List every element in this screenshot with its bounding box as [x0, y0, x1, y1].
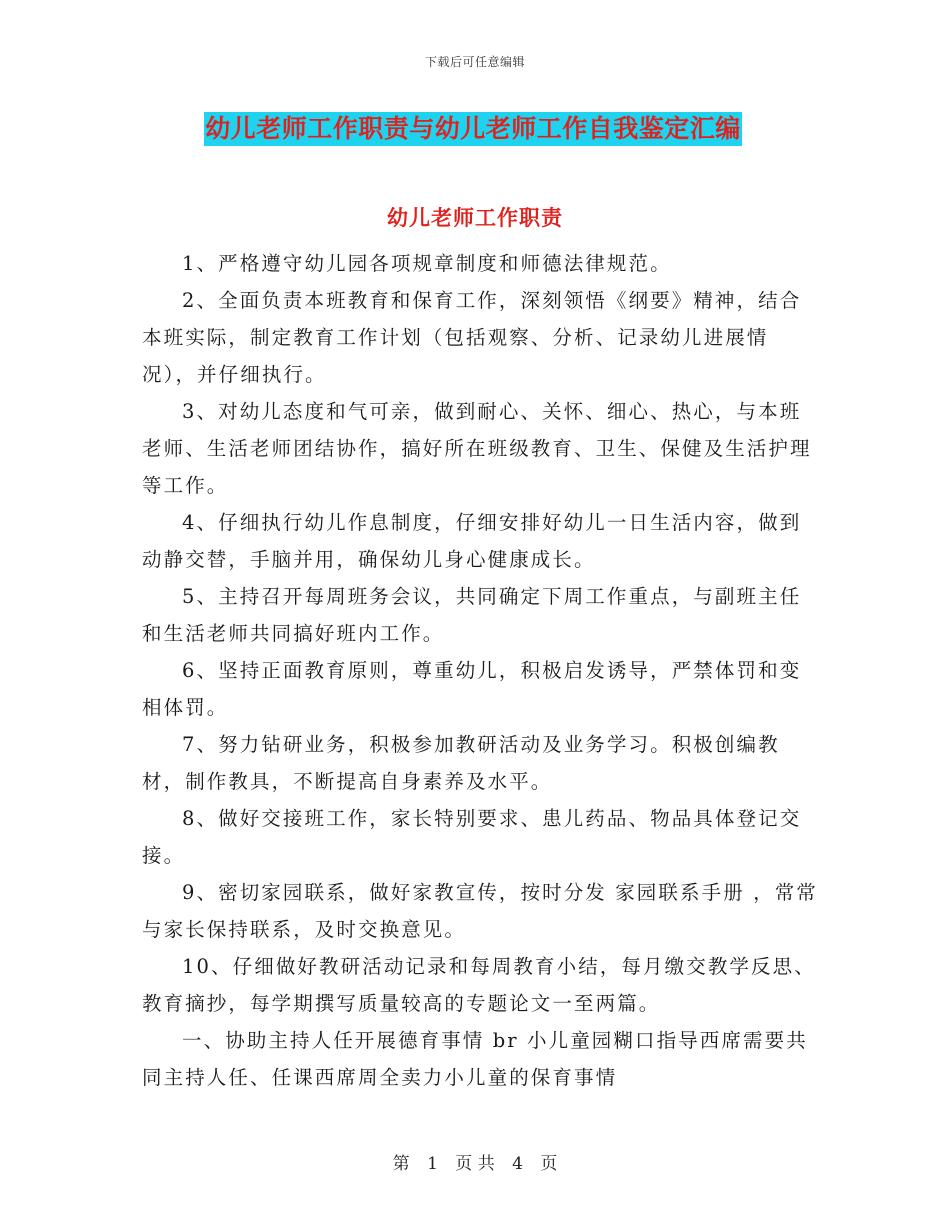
footer-total-pages: 4 [512, 1154, 523, 1174]
paragraph: 8、做好交接班工作，家长特别要求、患儿药品、物品具体登记交接。 [142, 807, 802, 867]
footer-middle: 页 共 [455, 1154, 495, 1174]
footer-suffix: 页 [540, 1154, 558, 1174]
paragraph: 10、仔细做好教研活动记录和每周教育小结，每月缴交教学反思、教育摘抄，每学期撰写质量较高的专题论文一至两篇。 [142, 955, 816, 1015]
header-note: 下载后可任意编辑 [424, 55, 525, 69]
paragraph: 4、仔细执行幼儿作息制度，仔细安排好幼儿一日生活内容，做到动静交替，手脑并用，确保幼儿身心健康成长。 [142, 511, 802, 571]
paragraph: 一、协助主持人任开展德育事情 br 小儿童园糊口指导西席需要共同主持人任、任课西席周全卖力小儿童的保育事情 [142, 1029, 808, 1089]
footer-prefix: 第 [392, 1154, 410, 1174]
document-body [142, 245, 822, 1096]
paragraph: 9、密切家园联系，做好家教宣传，按时分发 家园联系手册 ，常常与家长保持联系，及时交换意见。 [142, 881, 818, 941]
paragraph: 2、全面负责本班教育和保育工作，深刻领悟《纲要》精神，结合本班实际，制定教育工作计划（包括观察、分析、记录幼儿进展情况），并仔细执行。 [142, 289, 802, 386]
document-main-title: 幼儿老师工作职责与幼儿老师工作自我鉴定汇编 [204, 112, 742, 146]
paragraph: 1、严格遵守幼儿园各项规章制度和师德法律规范。 [182, 252, 672, 275]
paragraph: 7、努力钻研业务，积极参加教研活动及业务学习。积极创编教材，制作教具，不断提高自身素养及水平。 [142, 733, 780, 793]
paragraph: 5、主持召开每周班务会议，共同确定下周工作重点，与副班主任和生活老师共同搞好班内工作。 [142, 585, 802, 645]
paragraph: 6、坚持正面教育原则，尊重幼儿，积极启发诱导，严禁体罚和变相体罚。 [142, 659, 802, 719]
paragraph: 3、对幼儿态度和气可亲，做到耐心、关怀、细心、热心，与本班老师、生活老师团结协作，搞好所在班级教育、卫生、保健及生活护理等工作。 [142, 400, 812, 497]
main-title-container [0, 112, 950, 146]
page-footer [0, 1149, 950, 1174]
footer-page-number: 1 [427, 1154, 438, 1174]
section-title: 幼儿老师工作职责 [387, 205, 563, 230]
